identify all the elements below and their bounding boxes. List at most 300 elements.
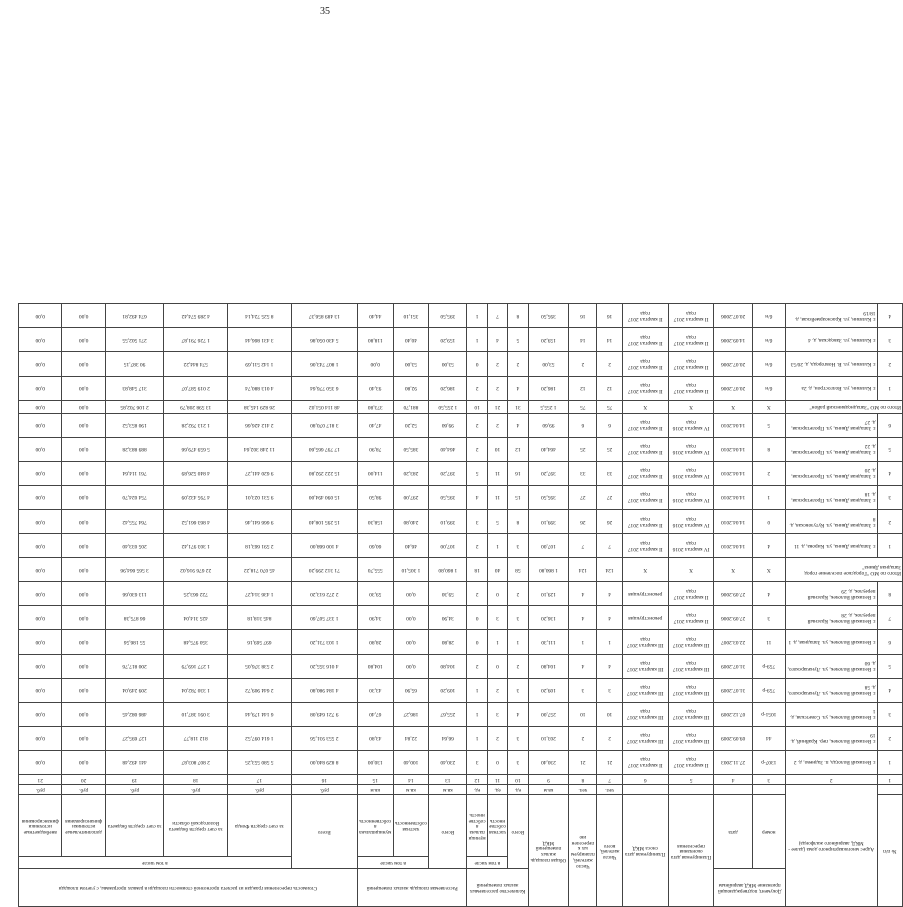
unit-empty (668, 785, 714, 795)
table-cell: 8 (508, 509, 528, 533)
table-cell: 14.09.2006 (714, 328, 752, 352)
table-cell: 399,10 (528, 509, 569, 533)
table-cell: 15 295 108,40 (291, 509, 357, 533)
table-cell: 2 (487, 376, 507, 400)
table-cell: 4 (467, 485, 487, 509)
table-cell: 1 (467, 726, 487, 750)
table-cell: 761 114,64 (105, 461, 164, 485)
table-cell: 4 840 526,89 (164, 461, 228, 485)
table-cell: 90 387,15 (105, 352, 164, 376)
table-cell: 759-р (752, 654, 785, 678)
table-cell: 14.04.2010 (714, 485, 752, 509)
table-cell: 0,00 (62, 654, 105, 678)
header-num: № п/п (877, 795, 902, 907)
table-row (19, 461, 903, 485)
table-cell: 0,00 (62, 606, 105, 630)
table-cell: 7 (877, 606, 902, 630)
table-cell: 4 013 880,74 (228, 376, 292, 400)
table-row (19, 678, 903, 702)
table-cell: 4 (752, 582, 785, 606)
unit-chel: чел. (597, 785, 622, 795)
table-cell: 33 (569, 461, 597, 485)
column-index-cell: 13 (429, 775, 467, 785)
table-cell: 4 (508, 413, 528, 437)
unit-kvm: кв.м (393, 785, 429, 795)
table-row (19, 437, 903, 461)
table-cell: 0,00 (19, 376, 62, 400)
table-cell: б/н (752, 304, 785, 328)
table-cell: 1 303 971,42 (164, 534, 228, 558)
table-cell: 209 249,04 (105, 678, 164, 702)
table-cell: 114,00 (357, 461, 393, 485)
column-index-cell: 5 (668, 775, 714, 785)
table-cell: 46,40 (393, 534, 429, 558)
table-cell: 674 492,81 (105, 304, 164, 328)
table-cell: 53,00 (528, 352, 569, 376)
table-cell: 58 (508, 558, 528, 582)
table-cell: 8 829 840,00 (291, 750, 357, 774)
table-cell: 0,00 (62, 461, 105, 485)
table-cell: 0,00 (19, 534, 62, 558)
address-cell: г. Западная Двина, ул. Пролетарская, д. 20 (785, 461, 877, 485)
table-cell: 3 (467, 750, 487, 774)
table-cell: 230,40 (429, 750, 467, 774)
unit-kvm: кв.м (429, 785, 467, 795)
table-cell: 25 (569, 437, 597, 461)
table-cell: II квартал 2017 года (668, 582, 714, 606)
header-residents: Число жителей, всего (597, 795, 622, 907)
table-cell: 9 666 641,46 (228, 509, 292, 533)
table-row (19, 352, 903, 376)
table-cell: III квартал 2017 года (668, 630, 714, 654)
table-cell: 395,50 (528, 304, 569, 328)
header-rooms-incl: в том числе (467, 857, 508, 869)
table-cell: 10 (487, 437, 507, 461)
table-cell: 297,00 (393, 485, 429, 509)
table-cell: 2 538 376,05 (228, 654, 292, 678)
table-cell: 425 314,04 (164, 606, 228, 630)
table-cell: 1 255,5 (528, 400, 569, 413)
table-cell: 0,00 (393, 606, 429, 630)
table-cell: 18 (467, 558, 487, 582)
table-cell: 28,80 (429, 630, 467, 654)
table-cell: 486 082,45 (105, 702, 164, 726)
table-cell: 78,90 (357, 437, 393, 461)
column-index-row (19, 775, 903, 785)
table-cell: 4 (569, 582, 597, 606)
column-index-cell: 19 (105, 775, 164, 785)
table-cell: б/н (752, 376, 785, 400)
table-cell: 6 144 179,44 (228, 702, 292, 726)
table-cell: 764 755,42 (105, 509, 164, 533)
column-index-cell: 18 (164, 775, 228, 785)
table-row (19, 376, 903, 400)
table-cell: II квартал 2017 года (622, 304, 668, 328)
table-cell: 20.07.2006 (714, 352, 752, 376)
table-cell: 15 (508, 485, 528, 509)
table-cell: 0,00 (62, 582, 105, 606)
table-cell: II квартал 2017 года (622, 534, 668, 558)
unit-ed: ед. (508, 785, 528, 795)
table-cell: X (622, 558, 668, 582)
table-cell: 4 (597, 654, 622, 678)
table-cell: 754 024,70 (105, 485, 164, 509)
table-cell: 4 (877, 678, 902, 702)
table-cell: 2 (487, 678, 507, 702)
column-index-cell: 14 (393, 775, 429, 785)
address-cell: г. Западная Двина, ул. Пролетарская, д. 18 (785, 485, 877, 509)
table-cell: 1 614 097,52 (228, 726, 292, 750)
table-cell: IV квартал 2016 года (668, 437, 714, 461)
table-cell: 395,50 (429, 485, 467, 509)
table-cell: 0,00 (19, 750, 62, 774)
address-cell: г. Калязин, ул. Волгострои, д. 2а (785, 376, 877, 400)
table-cell: 441 492,48 (105, 750, 164, 774)
table-cell: 1 103 731,20 (291, 630, 357, 654)
table-cell: 0,00 (19, 437, 62, 461)
table-cell: 21 (487, 400, 507, 413)
header-doc-number: номер (752, 795, 785, 869)
table-cell: 0 (752, 509, 785, 533)
table-cell: 3 (877, 328, 902, 352)
table-cell: 10 (569, 702, 597, 726)
table-cell: 15 222 292,80 (291, 461, 357, 485)
table-cell: II квартал 2017 года (668, 606, 714, 630)
table-cell: 53,00 (393, 352, 429, 376)
table-cell: 113 630,66 (105, 582, 164, 606)
table-cell: 8 (877, 582, 902, 606)
header-cost-incl: в том числе (19, 857, 292, 869)
table-cell: 3 (508, 534, 528, 558)
unit-rub: руб. (105, 785, 164, 795)
table-cell: 5 430 050,86 (291, 328, 357, 352)
table-cell: 1 (467, 702, 487, 726)
table-cell: 1 436 314,27 (228, 582, 292, 606)
table-cell: 9 531 023,01 (228, 485, 292, 509)
subtotal-row (19, 558, 903, 582)
table-cell: 0,00 (19, 606, 62, 630)
table-cell: 2 (467, 413, 487, 437)
table-cell: 464,40 (429, 437, 467, 461)
table-cell: 7 (569, 534, 597, 558)
table-cell: 26 (597, 509, 622, 533)
table-cell: II квартал 2017 года (668, 750, 714, 774)
table-cell: 2 (597, 726, 622, 750)
table-cell: 2 (877, 352, 902, 376)
table-cell: 2 (487, 352, 507, 376)
table-cell: 129,10 (528, 582, 569, 606)
table-cell: б/н (752, 328, 785, 352)
table-cell: 60,60 (357, 534, 393, 558)
table-cell: 16 (569, 304, 597, 328)
table-cell: 71 312 299,20 (291, 558, 357, 582)
column-index-cell: 20 (62, 775, 105, 785)
table-cell: 109,20 (528, 678, 569, 702)
table-cell: 9 721 649,08 (291, 702, 357, 726)
table-cell: 107,00 (429, 534, 467, 558)
table-cell: реконструкция (622, 582, 668, 606)
table-cell: 205 033,40 (105, 534, 164, 558)
table-cell: 12 (508, 437, 528, 461)
header-fund: за счет средств Фонда (228, 795, 292, 857)
table-cell: X (622, 400, 668, 413)
table-cell: 395,50 (528, 485, 569, 509)
table-cell: 4 (877, 461, 902, 485)
table-cell: 27.09.2006 (714, 582, 752, 606)
table-cell: 0,00 (19, 328, 62, 352)
table-cell: 0,00 (19, 678, 62, 702)
address-cell: г. Западная Двина, ул. Пролетарская, д. 22 (785, 437, 877, 461)
table-row (19, 750, 903, 774)
table-cell: 0,00 (19, 726, 62, 750)
table-cell: 26 829 145,38 (228, 400, 292, 413)
table-cell: 27 (569, 485, 597, 509)
table-cell: 3 (597, 678, 622, 702)
table-cell: 2 106 702,85 (105, 400, 164, 413)
table-cell: 0,00 (62, 352, 105, 376)
unit-empty (622, 785, 668, 795)
table-cell: 75 (569, 400, 597, 413)
table-cell: III квартал 2017 года (668, 654, 714, 678)
table-cell: 4 289 574,42 (164, 304, 228, 328)
table-cell: 3 091 387,10 (164, 702, 228, 726)
table-cell: 31 (508, 400, 528, 413)
address-cell: г. Великий Волочек, ул. Луначарского, д. 60 (785, 654, 877, 678)
table-cell: 14.04.2010 (714, 509, 752, 533)
address-cell: г. Великий Вологда, п. Заднево, д. 2 (785, 750, 877, 774)
table-cell: 0,00 (62, 376, 105, 400)
table-cell: 203,10 (528, 726, 569, 750)
table-cell: 28,80 (357, 630, 393, 654)
table-cell: 3 (508, 750, 528, 774)
table-cell: 317 548,83 (105, 376, 164, 400)
table-cell: 1 860,80 (429, 558, 467, 582)
table-cell: 15 090 494,00 (291, 485, 357, 509)
table-cell: 0,00 (393, 630, 429, 654)
header-planned-end: Планируемая дата окончания переселения (668, 795, 714, 907)
table-cell: 0,00 (62, 534, 105, 558)
table-cell: III квартал 2017 года (668, 702, 714, 726)
table-cell: III квартал 2017 года (622, 702, 668, 726)
table-cell: 1 726 791,87 (164, 328, 228, 352)
table-cell: 2 553 931,56 (291, 726, 357, 750)
table-cell: II квартал 2017 года (622, 352, 668, 376)
table-cell: 4 100 668,00 (291, 534, 357, 558)
table-cell: 31.07.2009 (714, 654, 752, 678)
table-cell: 397,20 (528, 461, 569, 485)
table-cell: 255,67 (429, 702, 467, 726)
table-cell: 92,80 (393, 376, 429, 400)
table-cell: IV квартал 2016 года (668, 509, 714, 533)
table-cell: 0,00 (62, 750, 105, 774)
table-cell: X (668, 558, 714, 582)
table-cell: II квартал 2017 года (622, 328, 668, 352)
subtotal-label: Итого по МО "Городское поселение город Западная Двина" (785, 558, 902, 582)
table-cell: 0,00 (62, 437, 105, 461)
table-cell: X (668, 400, 714, 413)
table-cell: 14.04.2010 (714, 437, 752, 461)
table-cell: 881,70 (393, 400, 429, 413)
table-cell: 10 (467, 400, 487, 413)
table-cell: 55 186,56 (105, 630, 164, 654)
table-cell: 14 (597, 328, 622, 352)
table-cell: 0,00 (62, 485, 105, 509)
table-cell: 6 (877, 630, 902, 654)
table-cell: 0,00 (19, 558, 62, 582)
table-cell: 0,00 (19, 304, 62, 328)
address-cell: г. Калязин, ул. В. Новгорода, д. 20/53 (785, 352, 877, 376)
table-cell: 186,27 (393, 702, 429, 726)
table-cell: 13 598 208,79 (164, 400, 228, 413)
table-cell: 0,00 (62, 400, 105, 413)
table-cell: 44,40 (357, 304, 393, 328)
table-cell: 3 (877, 485, 902, 509)
table-cell: 109,20 (429, 678, 467, 702)
header-area-incl: в том числе (357, 857, 428, 869)
table-cell: 43,30 (357, 678, 393, 702)
table-cell: 2 412 426,66 (228, 413, 292, 437)
table-cell: III квартал 2017 года (622, 726, 668, 750)
table-cell: 48 114 051,02 (291, 400, 357, 413)
table-cell: 8 525 724,14 (228, 304, 292, 328)
table-cell: II квартал 2017 года (668, 304, 714, 328)
column-index-cell: 2 (785, 775, 877, 785)
table-cell: X (752, 558, 785, 582)
table-cell: II квартал 2017 года (668, 376, 714, 400)
table-cell: 3 (467, 509, 487, 533)
header-additional: дополнительные источники финансирования (62, 795, 105, 857)
table-cell: 4 863 661,52 (164, 509, 228, 533)
table-cell: 0,00 (62, 702, 105, 726)
table-cell: 812 118,77 (164, 726, 228, 750)
table-cell: 4 (569, 654, 597, 678)
table-cell: 17 797 665,60 (291, 437, 357, 461)
table-cell: 1 213 792,28 (164, 413, 228, 437)
table-cell: 22.03.2007 (714, 630, 752, 654)
table-cell: 66 875,38 (105, 606, 164, 630)
table-cell: 1 305,10 (393, 558, 429, 582)
table-cell: 130,00 (357, 750, 393, 774)
table-row (19, 702, 903, 726)
table-cell: 65,90 (393, 678, 429, 702)
table-cell: 2 644 909,72 (228, 678, 292, 702)
table-cell: 0,00 (62, 413, 105, 437)
table-cell: 26 (569, 509, 597, 533)
table-cell: 200 817,76 (105, 654, 164, 678)
table-cell: 4 184 980,80 (291, 678, 357, 702)
table-cell: 283,20 (393, 461, 429, 485)
header-doc-date: дата (714, 795, 752, 869)
table-cell: 66,64 (429, 726, 467, 750)
table-cell: 2 (467, 376, 487, 400)
table-cell: 34,90 (429, 606, 467, 630)
header-planned-demolition: Планируемая дата сноса МКД (622, 795, 668, 907)
table-cell: 2 (752, 461, 785, 485)
table-cell: 21 (597, 750, 622, 774)
address-cell: г. Великий Волочек, ул. Советская, д. 1 (785, 702, 877, 726)
table-cell: 0,00 (357, 352, 393, 376)
table-cell: II квартал 2017 года (622, 376, 668, 400)
table-cell: 4 795 432,09 (164, 485, 228, 509)
table-cell: 1 (752, 485, 785, 509)
column-index-cell: 10 (508, 775, 528, 785)
table-cell: 3 (508, 726, 528, 750)
table-cell: 7 (597, 534, 622, 558)
table-cell: 0,00 (393, 654, 429, 678)
table-cell: 59,30 (357, 582, 393, 606)
table-cell: 127 695,27 (105, 726, 164, 750)
header-rooms-total: Всего (508, 795, 528, 869)
address-cell: г. Великий Волочек, Красный переулок, д. 29 (785, 582, 877, 606)
table-cell: II квартал 2017 года (622, 437, 668, 461)
table-cell: 1 (569, 630, 597, 654)
column-index-cell: 16 (291, 775, 357, 785)
table-cell: 1 337 507,60 (291, 606, 357, 630)
table-cell: 3 (487, 702, 507, 726)
column-index-cell: 12 (467, 775, 487, 785)
unit-rub: руб. (62, 785, 105, 795)
table-cell: 385,50 (393, 437, 429, 461)
table-cell: 104,80 (528, 654, 569, 678)
table-cell: 12 (597, 376, 622, 400)
header-total-area: Общая площадь жилых помещений МКД (528, 795, 569, 907)
table-cell: 11 (487, 485, 507, 509)
header-regional: за счет средств бюджета Вологодской области (164, 795, 228, 857)
table-row (19, 413, 903, 437)
subtotal-label: Итого по МО "Западнодвинский район" (785, 400, 902, 413)
table-cell: 8 (508, 304, 528, 328)
table-cell: 0,00 (62, 328, 105, 352)
table-cell: 5 (467, 461, 487, 485)
table-cell: 0,00 (62, 726, 105, 750)
column-index-cell: 4 (714, 775, 752, 785)
table-cell: III квартал 2017 года (668, 726, 714, 750)
table-cell: 09.09.2009 (714, 726, 752, 750)
table-cell: 3 565 664,96 (105, 558, 164, 582)
table-cell: 158,30 (357, 509, 393, 533)
table-cell: 1 (597, 630, 622, 654)
column-index-cell: 7 (597, 775, 622, 785)
table-cell: 6 (597, 413, 622, 437)
table-cell: 555,70 (357, 558, 393, 582)
address-cell: г. Калязин, ул. Заводская, д. 4 (785, 328, 877, 352)
table-cell: 3 (877, 702, 902, 726)
table-cell: 1 (487, 630, 507, 654)
table-cell: 27 (597, 485, 622, 509)
table-cell: 27.09.2006 (714, 606, 752, 630)
table-cell: 2 019 587,07 (164, 376, 228, 400)
table-cell: 0,00 (19, 654, 62, 678)
table-cell: 43,80 (357, 726, 393, 750)
table-cell: 159,20 (528, 328, 569, 352)
table-cell: 14.04.2010 (714, 461, 752, 485)
resettlement-table (18, 303, 903, 907)
table-cell: 0,00 (19, 509, 62, 533)
unit-rub: руб. (291, 785, 357, 795)
rotated-table-sheet (18, 303, 903, 907)
table-cell: 0,00 (19, 485, 62, 509)
table-cell: 1 (877, 376, 902, 400)
table-cell: II квартал 2017 года (668, 328, 714, 352)
column-index-cell: 8 (569, 775, 597, 785)
table-cell: 11 (752, 630, 785, 654)
table-row (19, 485, 903, 509)
unit-rub: руб. (19, 785, 62, 795)
address-cell: г. Калязин, ул. Красноармейская, д. 18/19 (785, 304, 877, 328)
table-cell: 14 (569, 328, 597, 352)
table-cell: 0 (467, 352, 487, 376)
table-cell: 0,00 (19, 413, 62, 437)
